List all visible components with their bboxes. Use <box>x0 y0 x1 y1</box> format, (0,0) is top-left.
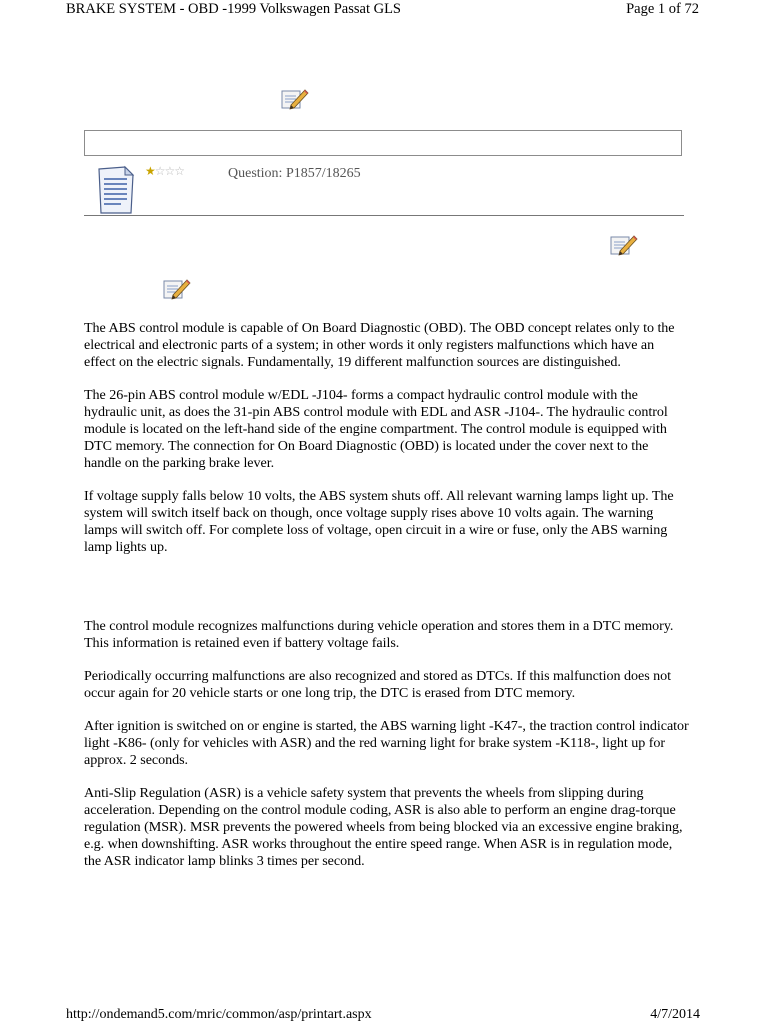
print-date: 4/7/2014 <box>650 1007 700 1022</box>
page-indicator: Page 1 of 72 <box>626 1 699 17</box>
paragraph: Periodically occurring malfunctions are also recognized and stored as DTCs. If this malfunction does not occur again for 20 vehicle starts or one long trip, the DTC is erased from DTC memory. <box>84 668 671 701</box>
document-title: BRAKE SYSTEM - OBD -1999 Volkswagen Passat GLS <box>66 1 401 17</box>
star-icon-empty: ☆ <box>154 164 165 178</box>
empty-box <box>84 130 682 156</box>
article-body <box>84 320 689 886</box>
paragraph: After ignition is switched on or engine is started, the ABS warning light -K47-, the traction control indicator light -K86- (only for vehicles with ASR) and the red warning light for brake system -K118-, light up for approx. 2 seconds. <box>84 718 689 768</box>
source-url: http://ondemand5.com/mric/common/asp/printart.aspx <box>66 1007 372 1022</box>
edit-note-icon-graphic <box>610 233 638 257</box>
divider <box>84 215 684 216</box>
paragraph: The 26-pin ABS control module w/EDL -J104- forms a compact hydraulic control module with the hydraulic unit, as does the 31-pin ABS control module with EDL and ASR -J104-. The hydraulic control module is located on the left-hand side of the engine compartment. The control module is equipped with DTC memory. The connection for On Board Diagnostic (OBD) is located under the cover next to the handle on the parking brake lever. <box>84 387 668 471</box>
star-rating[interactable] <box>145 164 184 178</box>
question-label: Question: P1857/18265 <box>228 166 361 181</box>
edit-note-icon[interactable] <box>610 233 638 257</box>
edit-note-icon-graphic <box>163 277 191 301</box>
document-icon <box>97 165 135 215</box>
paragraph: Anti-Slip Regulation (ASR) is a vehicle safety system that prevents the wheels from slipping during acceleration. Depending on the control module coding, ASR is also able to perform an engine drag-torque regulation (MSR). MSR prevents the powered wheels from being blocked via an excessive engine braking, e.g. when downshifting. ASR works throughout the entire speed range. When ASR is in regulation mode, the ASR indicator lamp blinks 3 times per second. <box>84 785 683 869</box>
star-icon-empty: ☆ <box>164 164 175 178</box>
paragraph: If voltage supply falls below 10 volts, the ABS system shuts off. All relevant warning lamps light up. The system will switch itself back on though, once voltage supply rises above 10 volts again. The warning lamps will switch off. For complete loss of voltage, open circuit in a wire or fuse, only the ABS warning lamp lights up. <box>84 488 674 555</box>
star-icon-empty: ☆ <box>174 164 185 178</box>
edit-note-icon[interactable] <box>163 277 191 301</box>
edit-note-icon[interactable] <box>281 87 309 111</box>
edit-note-icon-graphic <box>281 87 309 111</box>
star-icon-filled: ★ <box>145 164 155 178</box>
paragraph: The ABS control module is capable of On Board Diagnostic (OBD). The OBD concept relates only to the electrical and electronic parts of a system; in other words it only registers malfunctions which have an effect on the electric signals. Fundamentally, 19 different malfunction sources are distinguished. <box>84 320 675 370</box>
paragraph: The control module recognizes malfunctions during vehicle operation and stores them in a DTC memory. This information is retained even if battery voltage fails. <box>84 618 674 651</box>
